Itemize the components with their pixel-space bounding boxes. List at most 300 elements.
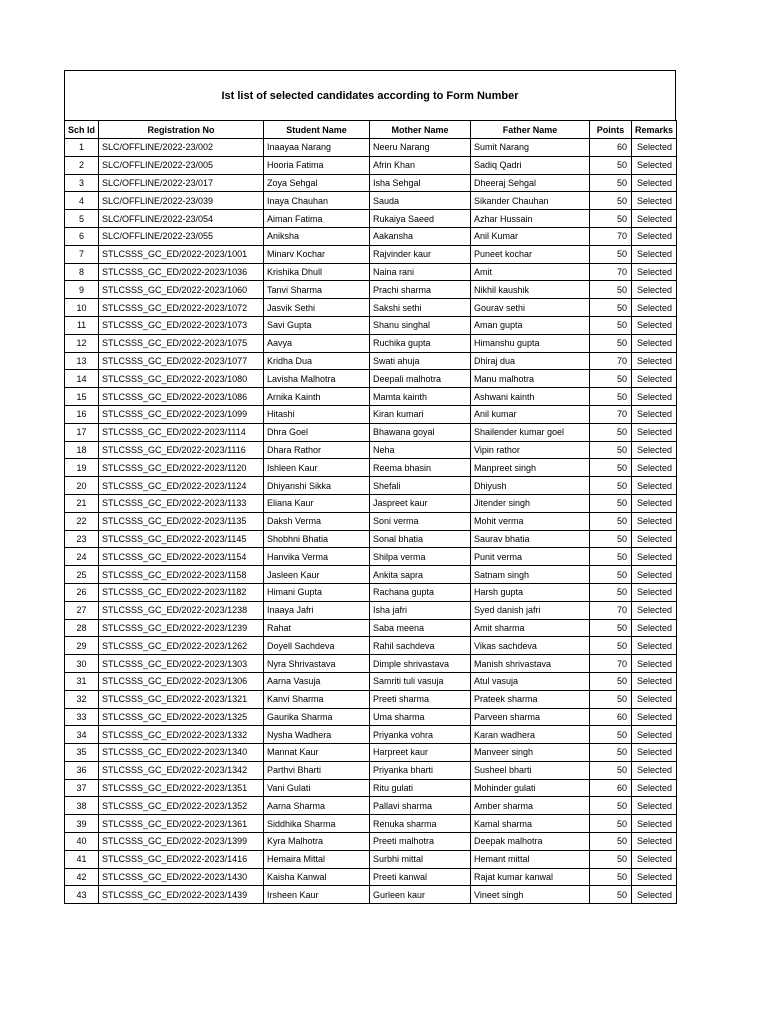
points-cell: 50: [590, 174, 632, 192]
student-name-cell: Nyra Shrivastava: [264, 655, 370, 673]
sch-id-cell: 18: [65, 441, 99, 459]
registration-no-cell: STLCSSS_GC_ED/2022-2023/1262: [99, 637, 264, 655]
table-row: [65, 566, 677, 584]
remarks-cell: Selected: [632, 227, 677, 245]
table-row: [65, 779, 677, 797]
remarks-cell: Selected: [632, 530, 677, 548]
remarks-cell: Selected: [632, 423, 677, 441]
father-name-cell: Gourav sethi: [471, 299, 590, 317]
mother-name-cell: Prachi sharma: [370, 281, 471, 299]
points-cell: 50: [590, 423, 632, 441]
father-name-cell: Himanshu gupta: [471, 334, 590, 352]
registration-no-cell: SLC/OFFLINE/2022-23/002: [99, 139, 264, 157]
table-row: [65, 370, 677, 388]
mother-name-cell: Isha jafri: [370, 601, 471, 619]
father-name-cell: Mohinder gulati: [471, 779, 590, 797]
registration-no-cell: STLCSSS_GC_ED/2022-2023/1430: [99, 868, 264, 886]
table-row: [65, 192, 677, 210]
sch-id-cell: 27: [65, 601, 99, 619]
student-name-cell: Aarna Sharma: [264, 797, 370, 815]
registration-no-cell: STLCSSS_GC_ED/2022-2023/1133: [99, 494, 264, 512]
sch-id-cell: 7: [65, 245, 99, 263]
col-header-student-name: Student Name: [264, 121, 370, 139]
points-cell: 50: [590, 886, 632, 904]
sch-id-cell: 23: [65, 530, 99, 548]
father-name-cell: Amit: [471, 263, 590, 281]
table-body: [65, 139, 677, 904]
registration-no-cell: STLCSSS_GC_ED/2022-2023/1416: [99, 850, 264, 868]
table-row: [65, 708, 677, 726]
sheet-title: Ist list of selected candidates according to Form Number: [64, 70, 676, 120]
sch-id-cell: 19: [65, 459, 99, 477]
student-name-cell: Irsheen Kaur: [264, 886, 370, 904]
sch-id-cell: 36: [65, 761, 99, 779]
points-cell: 50: [590, 334, 632, 352]
points-cell: 50: [590, 868, 632, 886]
registration-no-cell: STLCSSS_GC_ED/2022-2023/1325: [99, 708, 264, 726]
mother-name-cell: Rukaiya Saeed: [370, 210, 471, 228]
mother-name-cell: Preeti sharma: [370, 690, 471, 708]
student-name-cell: Hanvika Verma: [264, 548, 370, 566]
sch-id-cell: 25: [65, 566, 99, 584]
mother-name-cell: Saba meena: [370, 619, 471, 637]
registration-no-cell: SLC/OFFLINE/2022-23/054: [99, 210, 264, 228]
student-name-cell: Inaayaa Narang: [264, 139, 370, 157]
table-row: [65, 405, 677, 423]
points-cell: 50: [590, 245, 632, 263]
registration-no-cell: STLCSSS_GC_ED/2022-2023/1086: [99, 388, 264, 406]
father-name-cell: Dhiyush: [471, 477, 590, 495]
registration-no-cell: STLCSSS_GC_ED/2022-2023/1036: [99, 263, 264, 281]
father-name-cell: Manveer singh: [471, 744, 590, 762]
registration-no-cell: STLCSSS_GC_ED/2022-2023/1120: [99, 459, 264, 477]
sch-id-cell: 31: [65, 672, 99, 690]
remarks-cell: Selected: [632, 726, 677, 744]
remarks-cell: Selected: [632, 850, 677, 868]
remarks-cell: Selected: [632, 441, 677, 459]
mother-name-cell: Swati ahuja: [370, 352, 471, 370]
student-name-cell: Lavisha Malhotra: [264, 370, 370, 388]
table-row: [65, 227, 677, 245]
registration-no-cell: STLCSSS_GC_ED/2022-2023/1124: [99, 477, 264, 495]
sch-id-cell: 32: [65, 690, 99, 708]
col-header-sch-id: Sch Id: [65, 121, 99, 139]
mother-name-cell: Sauda: [370, 192, 471, 210]
table-row: [65, 548, 677, 566]
points-cell: 50: [590, 477, 632, 495]
student-name-cell: Tanvi Sharma: [264, 281, 370, 299]
mother-name-cell: Dimple shrivastava: [370, 655, 471, 673]
father-name-cell: Vikas sachdeva: [471, 637, 590, 655]
sch-id-cell: 10: [65, 299, 99, 317]
father-name-cell: Manish shrivastava: [471, 655, 590, 673]
table-row: [65, 512, 677, 530]
sch-id-cell: 13: [65, 352, 99, 370]
table-row: [65, 583, 677, 601]
mother-name-cell: Rahil sachdeva: [370, 637, 471, 655]
registration-no-cell: STLCSSS_GC_ED/2022-2023/1001: [99, 245, 264, 263]
sch-id-cell: 29: [65, 637, 99, 655]
remarks-cell: Selected: [632, 779, 677, 797]
sch-id-cell: 40: [65, 833, 99, 851]
mother-name-cell: Renuka sharma: [370, 815, 471, 833]
points-cell: 60: [590, 708, 632, 726]
mother-name-cell: Rachana gupta: [370, 583, 471, 601]
mother-name-cell: Pallavi sharma: [370, 797, 471, 815]
points-cell: 50: [590, 850, 632, 868]
registration-no-cell: STLCSSS_GC_ED/2022-2023/1099: [99, 405, 264, 423]
table-row: [65, 281, 677, 299]
points-cell: 50: [590, 210, 632, 228]
registration-no-cell: STLCSSS_GC_ED/2022-2023/1075: [99, 334, 264, 352]
mother-name-cell: Sonal bhatia: [370, 530, 471, 548]
father-name-cell: Atul vasuja: [471, 672, 590, 690]
remarks-cell: Selected: [632, 459, 677, 477]
sch-id-cell: 22: [65, 512, 99, 530]
sch-id-cell: 20: [65, 477, 99, 495]
mother-name-cell: Priyanka vohra: [370, 726, 471, 744]
sch-id-cell: 28: [65, 619, 99, 637]
student-name-cell: Arnika Kainth: [264, 388, 370, 406]
remarks-cell: Selected: [632, 548, 677, 566]
mother-name-cell: Harpreet kaur: [370, 744, 471, 762]
col-header-remarks: Remarks: [632, 121, 677, 139]
points-cell: 70: [590, 227, 632, 245]
father-name-cell: Satnam singh: [471, 566, 590, 584]
registration-no-cell: STLCSSS_GC_ED/2022-2023/1238: [99, 601, 264, 619]
registration-no-cell: STLCSSS_GC_ED/2022-2023/1303: [99, 655, 264, 673]
points-cell: 70: [590, 352, 632, 370]
sch-id-cell: 4: [65, 192, 99, 210]
father-name-cell: Mohit verma: [471, 512, 590, 530]
table-row: [65, 477, 677, 495]
sch-id-cell: 38: [65, 797, 99, 815]
candidate-list-sheet: [64, 70, 676, 904]
student-name-cell: Aarna Vasuja: [264, 672, 370, 690]
registration-no-cell: STLCSSS_GC_ED/2022-2023/1399: [99, 833, 264, 851]
mother-name-cell: Shilpa verma: [370, 548, 471, 566]
registration-no-cell: STLCSSS_GC_ED/2022-2023/1306: [99, 672, 264, 690]
col-header-father-name: Father Name: [471, 121, 590, 139]
table-row: [65, 886, 677, 904]
sch-id-cell: 11: [65, 316, 99, 334]
remarks-cell: Selected: [632, 388, 677, 406]
registration-no-cell: STLCSSS_GC_ED/2022-2023/1135: [99, 512, 264, 530]
table-row: [65, 334, 677, 352]
mother-name-cell: Gurleen kaur: [370, 886, 471, 904]
points-cell: 50: [590, 833, 632, 851]
father-name-cell: Amber sharma: [471, 797, 590, 815]
father-name-cell: Dhiraj dua: [471, 352, 590, 370]
father-name-cell: Ashwani kainth: [471, 388, 590, 406]
table-row: [65, 637, 677, 655]
sch-id-cell: 33: [65, 708, 99, 726]
points-cell: 50: [590, 441, 632, 459]
remarks-cell: Selected: [632, 263, 677, 281]
mother-name-cell: Bhawana goyal: [370, 423, 471, 441]
student-name-cell: Inaya Chauhan: [264, 192, 370, 210]
mother-name-cell: Shefali: [370, 477, 471, 495]
table-row: [65, 690, 677, 708]
remarks-cell: Selected: [632, 477, 677, 495]
sch-id-cell: 17: [65, 423, 99, 441]
mother-name-cell: Ritu gulati: [370, 779, 471, 797]
mother-name-cell: Soni verma: [370, 512, 471, 530]
remarks-cell: Selected: [632, 761, 677, 779]
sch-id-cell: 24: [65, 548, 99, 566]
father-name-cell: Azhar Hussain: [471, 210, 590, 228]
registration-no-cell: SLC/OFFLINE/2022-23/039: [99, 192, 264, 210]
points-cell: 70: [590, 405, 632, 423]
father-name-cell: Hemant mittal: [471, 850, 590, 868]
points-cell: 50: [590, 583, 632, 601]
col-header-mother-name: Mother Name: [370, 121, 471, 139]
sch-id-cell: 2: [65, 156, 99, 174]
points-cell: 50: [590, 690, 632, 708]
points-cell: 50: [590, 637, 632, 655]
mother-name-cell: Afrin Khan: [370, 156, 471, 174]
father-name-cell: Anil kumar: [471, 405, 590, 423]
table-row: [65, 761, 677, 779]
remarks-cell: Selected: [632, 210, 677, 228]
registration-no-cell: STLCSSS_GC_ED/2022-2023/1352: [99, 797, 264, 815]
points-cell: 50: [590, 726, 632, 744]
remarks-cell: Selected: [632, 601, 677, 619]
points-cell: 50: [590, 370, 632, 388]
sch-id-cell: 16: [65, 405, 99, 423]
father-name-cell: Harsh gupta: [471, 583, 590, 601]
sch-id-cell: 8: [65, 263, 99, 281]
table-row: [65, 388, 677, 406]
student-name-cell: Kanvi Sharma: [264, 690, 370, 708]
remarks-cell: Selected: [632, 690, 677, 708]
remarks-cell: Selected: [632, 708, 677, 726]
student-name-cell: Inaaya Jafri: [264, 601, 370, 619]
table-row: [65, 726, 677, 744]
points-cell: 50: [590, 530, 632, 548]
mother-name-cell: Preeti kanwal: [370, 868, 471, 886]
table-row: [65, 530, 677, 548]
father-name-cell: Sadiq Qadri: [471, 156, 590, 174]
father-name-cell: Shailender kumar goel: [471, 423, 590, 441]
student-name-cell: Gaurika Sharma: [264, 708, 370, 726]
points-cell: 50: [590, 619, 632, 637]
student-name-cell: Parthvi Bharti: [264, 761, 370, 779]
registration-no-cell: STLCSSS_GC_ED/2022-2023/1060: [99, 281, 264, 299]
registration-no-cell: STLCSSS_GC_ED/2022-2023/1182: [99, 583, 264, 601]
mother-name-cell: Rajvinder kaur: [370, 245, 471, 263]
student-name-cell: Eliana Kaur: [264, 494, 370, 512]
points-cell: 50: [590, 388, 632, 406]
student-name-cell: Krishika Dhull: [264, 263, 370, 281]
col-header-points: Points: [590, 121, 632, 139]
remarks-cell: Selected: [632, 833, 677, 851]
mother-name-cell: Reema bhasin: [370, 459, 471, 477]
mother-name-cell: Neeru Narang: [370, 139, 471, 157]
father-name-cell: Manpreet singh: [471, 459, 590, 477]
mother-name-cell: Deepali malhotra: [370, 370, 471, 388]
table-row: [65, 868, 677, 886]
student-name-cell: Vani Gulati: [264, 779, 370, 797]
remarks-cell: Selected: [632, 655, 677, 673]
table-row: [65, 797, 677, 815]
mother-name-cell: Priyanka bharti: [370, 761, 471, 779]
registration-no-cell: STLCSSS_GC_ED/2022-2023/1158: [99, 566, 264, 584]
sch-id-cell: 1: [65, 139, 99, 157]
table-row: [65, 352, 677, 370]
remarks-cell: Selected: [632, 245, 677, 263]
student-name-cell: Rahat: [264, 619, 370, 637]
sch-id-cell: 3: [65, 174, 99, 192]
student-name-cell: Nysha Wadhera: [264, 726, 370, 744]
student-name-cell: Siddhika Sharma: [264, 815, 370, 833]
sch-id-cell: 15: [65, 388, 99, 406]
points-cell: 50: [590, 494, 632, 512]
registration-no-cell: SLC/OFFLINE/2022-23/055: [99, 227, 264, 245]
registration-no-cell: STLCSSS_GC_ED/2022-2023/1114: [99, 423, 264, 441]
father-name-cell: Syed danish jafri: [471, 601, 590, 619]
mother-name-cell: Kiran kumari: [370, 405, 471, 423]
points-cell: 50: [590, 797, 632, 815]
father-name-cell: Vineet singh: [471, 886, 590, 904]
remarks-cell: Selected: [632, 316, 677, 334]
student-name-cell: Aavya: [264, 334, 370, 352]
student-name-cell: Dhra Goel: [264, 423, 370, 441]
mother-name-cell: Naina rani: [370, 263, 471, 281]
mother-name-cell: Ruchika gupta: [370, 334, 471, 352]
table-row: [65, 850, 677, 868]
points-cell: 50: [590, 672, 632, 690]
remarks-cell: Selected: [632, 868, 677, 886]
points-cell: 50: [590, 316, 632, 334]
col-header-registration-no: Registration No: [99, 121, 264, 139]
mother-name-cell: Uma sharma: [370, 708, 471, 726]
table-row: [65, 441, 677, 459]
remarks-cell: Selected: [632, 815, 677, 833]
student-name-cell: Kridha Dua: [264, 352, 370, 370]
father-name-cell: Susheel bharti: [471, 761, 590, 779]
points-cell: 70: [590, 263, 632, 281]
mother-name-cell: Ankita sapra: [370, 566, 471, 584]
sch-id-cell: 21: [65, 494, 99, 512]
remarks-cell: Selected: [632, 619, 677, 637]
student-name-cell: Hooria Fatima: [264, 156, 370, 174]
student-name-cell: Aniksha: [264, 227, 370, 245]
remarks-cell: Selected: [632, 334, 677, 352]
student-name-cell: Himani Gupta: [264, 583, 370, 601]
student-name-cell: Mannat Kaur: [264, 744, 370, 762]
table-row: [65, 619, 677, 637]
student-name-cell: Dhiyanshi Sikka: [264, 477, 370, 495]
mother-name-cell: Surbhi mittal: [370, 850, 471, 868]
candidates-table: [64, 120, 677, 904]
student-name-cell: Hitashi: [264, 405, 370, 423]
father-name-cell: Nikhil kaushik: [471, 281, 590, 299]
registration-no-cell: STLCSSS_GC_ED/2022-2023/1077: [99, 352, 264, 370]
student-name-cell: Ishleen Kaur: [264, 459, 370, 477]
mother-name-cell: Mamta kainth: [370, 388, 471, 406]
remarks-cell: Selected: [632, 494, 677, 512]
sch-id-cell: 6: [65, 227, 99, 245]
student-name-cell: Kyra Malhotra: [264, 833, 370, 851]
table-row: [65, 672, 677, 690]
points-cell: 60: [590, 779, 632, 797]
father-name-cell: Rajat kumar kanwal: [471, 868, 590, 886]
remarks-cell: Selected: [632, 583, 677, 601]
father-name-cell: Dheeraj Sehgal: [471, 174, 590, 192]
registration-no-cell: STLCSSS_GC_ED/2022-2023/1351: [99, 779, 264, 797]
table-row: [65, 494, 677, 512]
table-row: [65, 423, 677, 441]
student-name-cell: Jasvik Sethi: [264, 299, 370, 317]
points-cell: 50: [590, 761, 632, 779]
remarks-cell: Selected: [632, 139, 677, 157]
mother-name-cell: Samriti tuli vasuja: [370, 672, 471, 690]
father-name-cell: Vipin rathor: [471, 441, 590, 459]
registration-no-cell: STLCSSS_GC_ED/2022-2023/1080: [99, 370, 264, 388]
points-cell: 50: [590, 156, 632, 174]
father-name-cell: Sumit Narang: [471, 139, 590, 157]
points-cell: 50: [590, 566, 632, 584]
mother-name-cell: Preeti malhotra: [370, 833, 471, 851]
student-name-cell: Hemaira Mittal: [264, 850, 370, 868]
table-row: [65, 210, 677, 228]
sch-id-cell: 5: [65, 210, 99, 228]
sch-id-cell: 30: [65, 655, 99, 673]
remarks-cell: Selected: [632, 370, 677, 388]
father-name-cell: Deepak malhotra: [471, 833, 590, 851]
registration-no-cell: STLCSSS_GC_ED/2022-2023/1239: [99, 619, 264, 637]
sch-id-cell: 43: [65, 886, 99, 904]
sch-id-cell: 9: [65, 281, 99, 299]
registration-no-cell: STLCSSS_GC_ED/2022-2023/1342: [99, 761, 264, 779]
sch-id-cell: 12: [65, 334, 99, 352]
points-cell: 70: [590, 601, 632, 619]
registration-no-cell: STLCSSS_GC_ED/2022-2023/1073: [99, 316, 264, 334]
registration-no-cell: STLCSSS_GC_ED/2022-2023/1439: [99, 886, 264, 904]
table-row: [65, 833, 677, 851]
sch-id-cell: 34: [65, 726, 99, 744]
father-name-cell: Punit verma: [471, 548, 590, 566]
sch-id-cell: 37: [65, 779, 99, 797]
registration-no-cell: SLC/OFFLINE/2022-23/017: [99, 174, 264, 192]
father-name-cell: Sikander Chauhan: [471, 192, 590, 210]
points-cell: 50: [590, 192, 632, 210]
father-name-cell: Parveen sharma: [471, 708, 590, 726]
sch-id-cell: 26: [65, 583, 99, 601]
remarks-cell: Selected: [632, 192, 677, 210]
remarks-cell: Selected: [632, 637, 677, 655]
registration-no-cell: STLCSSS_GC_ED/2022-2023/1145: [99, 530, 264, 548]
table-row: [65, 156, 677, 174]
remarks-cell: Selected: [632, 672, 677, 690]
remarks-cell: Selected: [632, 566, 677, 584]
student-name-cell: Savi Gupta: [264, 316, 370, 334]
mother-name-cell: Jaspreet kaur: [370, 494, 471, 512]
points-cell: 50: [590, 744, 632, 762]
table-row: [65, 744, 677, 762]
remarks-cell: Selected: [632, 156, 677, 174]
registration-no-cell: STLCSSS_GC_ED/2022-2023/1361: [99, 815, 264, 833]
registration-no-cell: SLC/OFFLINE/2022-23/005: [99, 156, 264, 174]
mother-name-cell: Neha: [370, 441, 471, 459]
mother-name-cell: Shanu singhal: [370, 316, 471, 334]
table-row: [65, 601, 677, 619]
father-name-cell: Puneet kochar: [471, 245, 590, 263]
student-name-cell: Jasleen Kaur: [264, 566, 370, 584]
table-row: [65, 655, 677, 673]
mother-name-cell: Isha Sehgal: [370, 174, 471, 192]
